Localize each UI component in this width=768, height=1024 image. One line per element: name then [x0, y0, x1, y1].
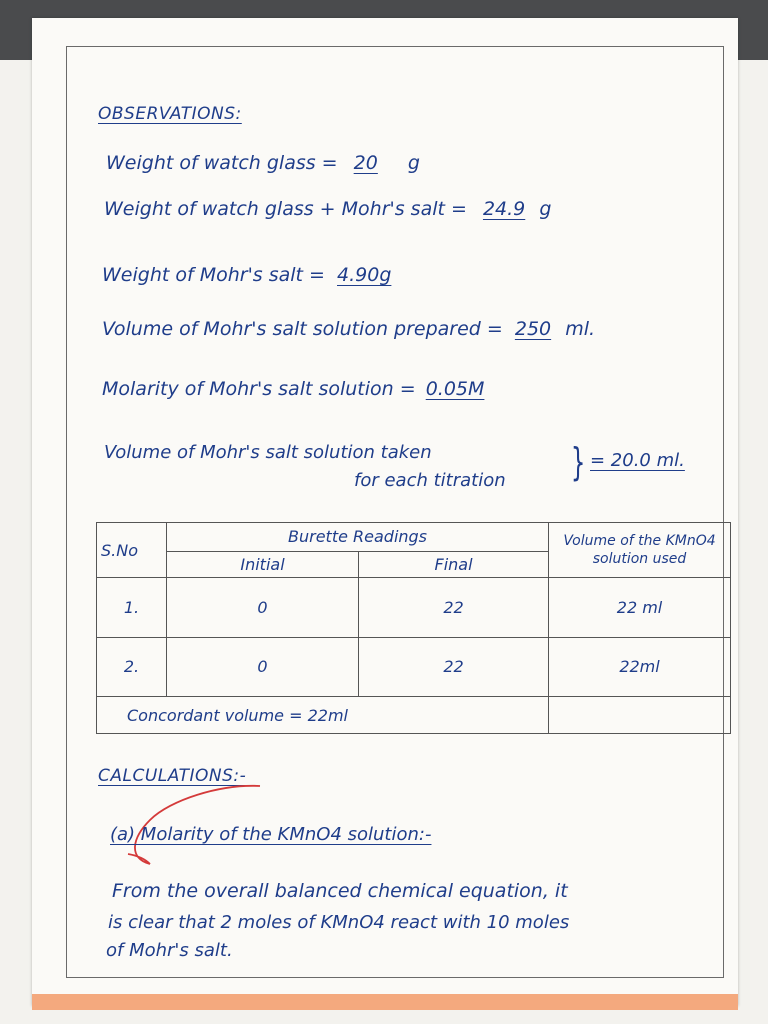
obs-label-4: Volume of Mohr's salt solution prepared =	[102, 318, 503, 340]
row-1-final: 22	[359, 578, 549, 637]
header-sno: S.No	[97, 523, 167, 578]
obs-label-2: Weight of watch glass + Mohr's salt =	[104, 198, 467, 220]
row-2-sno: 2.	[97, 637, 167, 696]
obs-value-4: 250	[514, 318, 552, 340]
row-1-sno: 1.	[97, 578, 167, 637]
observations-heading: OBSERVATIONS:	[98, 104, 242, 124]
table-header-row	[97, 523, 731, 552]
row-1-initial: 0	[167, 578, 359, 637]
obs-value-2: 24.9	[482, 198, 526, 220]
row-2-initial: 0	[167, 637, 359, 696]
obs-taken-brace: }	[570, 440, 586, 484]
row-2-volume: 22ml	[549, 637, 731, 696]
concordant-row	[97, 697, 731, 734]
obs-line-4	[102, 318, 595, 340]
obs-value-3: 4.90g	[337, 264, 392, 286]
obs-line-3	[102, 264, 391, 286]
calc-paragraph-line-2: is clear that 2 moles of KMnO4 react with 10 moles	[108, 912, 570, 933]
header-initial: Initial	[167, 551, 359, 578]
obs-taken-line-1: Volume of Mohr's salt solution taken	[104, 442, 432, 463]
obs-value-5: 0.05M	[425, 378, 485, 400]
header-burette-readings: Burette Readings	[167, 523, 549, 552]
row-1-volume: 22 ml	[549, 578, 731, 637]
obs-label-3: Weight of Mohr's salt =	[102, 264, 325, 286]
obs-taken-value: = 20.0 ml.	[590, 450, 685, 471]
calc-paragraph-line-1: From the overall balanced chemical equation, it	[112, 880, 568, 902]
obs-line-1	[106, 152, 420, 174]
calculations-heading: CALCULATIONS:-	[98, 766, 247, 786]
burette-table	[96, 522, 731, 734]
obs-label-1: Weight of watch glass =	[106, 152, 338, 174]
obs-label-5: Molarity of Mohr's salt solution =	[102, 378, 416, 400]
obs-unit-4: ml.	[565, 318, 596, 340]
concordant-empty-cell	[549, 697, 731, 734]
page-orange-edge	[32, 994, 738, 1010]
obs-line-2	[104, 198, 551, 220]
obs-line-5	[102, 378, 484, 400]
table-row	[97, 578, 731, 637]
calculations-subheading: (a) Molarity of the KMnO4 solution:-	[110, 824, 432, 845]
concordant-volume: Concordant volume = 22ml	[97, 697, 549, 734]
header-final: Final	[359, 551, 549, 578]
obs-unit-2: g	[539, 198, 552, 220]
obs-taken-line-2: for each titration	[354, 470, 506, 491]
table-row	[97, 637, 731, 696]
row-2-final: 22	[359, 637, 549, 696]
calc-paragraph-line-3: of Mohr's salt.	[106, 940, 233, 961]
header-volume-used: Volume of the KMnO4 solution used	[549, 523, 731, 578]
obs-value-1: 20	[353, 152, 378, 174]
obs-unit-1: g	[407, 152, 420, 174]
